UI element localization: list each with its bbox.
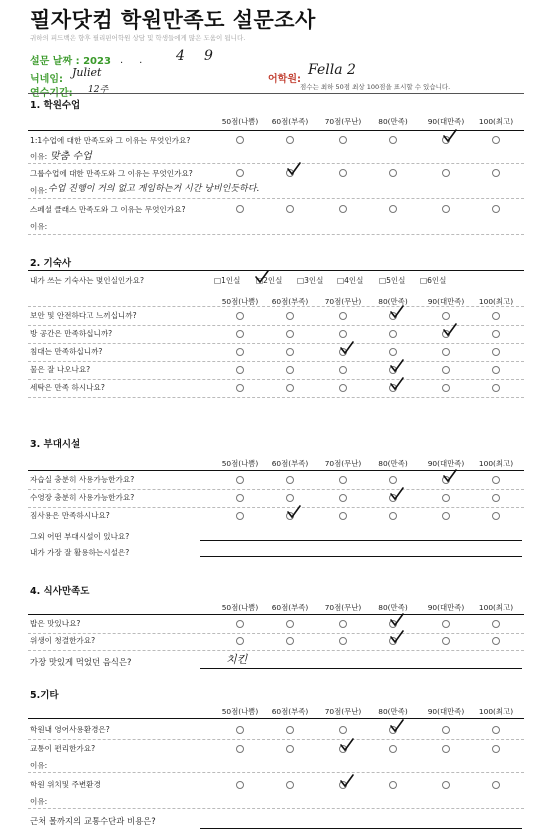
q5-1-option-2[interactable] bbox=[286, 726, 294, 734]
q2-2-option-4[interactable] bbox=[389, 330, 397, 338]
divider bbox=[28, 507, 524, 508]
section-3-title: 3. 부대시설 bbox=[30, 439, 81, 450]
survey-date-day[interactable]: 9 bbox=[204, 48, 213, 64]
q4-1-option-3[interactable] bbox=[339, 620, 347, 628]
scale-label-s4-4: 80(만족) bbox=[378, 603, 408, 612]
scale-label-s5-4: 80(만족) bbox=[378, 707, 408, 716]
q1-1-text: 1:1수업에 대한 만족도와 그 이유는 무엇인가요? bbox=[30, 136, 191, 145]
q2-1-option-1[interactable] bbox=[236, 312, 244, 320]
q5-3-option-1[interactable] bbox=[236, 781, 244, 789]
divider bbox=[28, 739, 524, 740]
q4-2-text: 위생이 청결한가요? bbox=[30, 636, 96, 645]
section-5-rule bbox=[28, 718, 524, 719]
checkbox-icon[interactable]: □ bbox=[379, 276, 387, 285]
q1-2-checkmark bbox=[287, 162, 301, 176]
q5-2-option-4[interactable] bbox=[389, 745, 397, 753]
scale-label-s3-5: 90(대만족) bbox=[427, 459, 465, 468]
q5-3-text: 학원 위치및 주변환경 bbox=[30, 780, 101, 789]
q1-1-checkmark bbox=[443, 129, 457, 143]
scale-label-s2-5: 90(대만족) bbox=[427, 297, 465, 306]
scale-label-s3-6: 100(최고) bbox=[478, 459, 514, 468]
q5-1-option-1[interactable] bbox=[236, 726, 244, 734]
study-period-value[interactable]: 12주 bbox=[88, 85, 109, 95]
checkbox-icon[interactable]: □ bbox=[337, 276, 345, 285]
q1-3-option-3[interactable] bbox=[339, 205, 347, 213]
scale-label-s5-2: 60점(부족) bbox=[271, 707, 309, 716]
room-option-4[interactable] bbox=[337, 275, 363, 286]
q2-3-option-2[interactable] bbox=[286, 348, 294, 356]
q5-2-reason-label: 이유: bbox=[30, 761, 48, 770]
q2-1-option-3[interactable] bbox=[339, 312, 347, 320]
q1-2-option-4[interactable] bbox=[389, 169, 397, 177]
q2-1-checkmark bbox=[390, 305, 404, 319]
q2-5-option-6[interactable] bbox=[492, 384, 500, 392]
scale-label-s5-3: 70점(무난) bbox=[324, 707, 362, 716]
section-5-title: 5.기타 bbox=[30, 690, 59, 701]
q2-1-option-6[interactable] bbox=[492, 312, 500, 320]
checkbox-icon[interactable]: □ bbox=[420, 276, 428, 285]
other-facilities-question: 그외 어떤 부대시설이 있나요? bbox=[30, 532, 130, 541]
page-title: 필자닷컴 학원만족도 설문조사 bbox=[30, 8, 316, 32]
scale-label-s5-1: 50점(나쁨) bbox=[221, 707, 259, 716]
q1-3-option-4[interactable] bbox=[389, 205, 397, 213]
q1-1-option-6[interactable] bbox=[492, 136, 500, 144]
room-option-1[interactable] bbox=[214, 275, 240, 286]
q2-3-checkmark bbox=[340, 341, 354, 355]
room-option-checkmark bbox=[255, 270, 269, 284]
q1-2-option-1[interactable] bbox=[236, 169, 244, 177]
scale-label-s1-5: 90(대만족) bbox=[427, 117, 465, 126]
q5-2-option-2[interactable] bbox=[286, 745, 294, 753]
q1-3-option-2[interactable] bbox=[286, 205, 294, 213]
q3-3-option-5[interactable] bbox=[442, 512, 450, 520]
q3-2-option-1[interactable] bbox=[236, 494, 244, 502]
q2-4-option-5[interactable] bbox=[442, 366, 450, 374]
academy-label: 어학원: bbox=[268, 74, 301, 85]
scale-label-s1-4: 80(만족) bbox=[378, 117, 408, 126]
scale-label-s2-6: 100(최고) bbox=[478, 297, 514, 306]
section-2-rule bbox=[28, 270, 524, 271]
header-divider bbox=[28, 93, 524, 94]
study-period-label: 연수기간: bbox=[30, 88, 73, 99]
divider bbox=[28, 163, 524, 164]
q1-1-option-1[interactable] bbox=[236, 136, 244, 144]
room-option-label: 4인실 bbox=[344, 276, 364, 285]
favorite-food-answer-line[interactable] bbox=[200, 668, 522, 669]
mall-transport-question: 근처 몰까지의 교통수단과 비용은? bbox=[30, 816, 156, 826]
scale-label-s3-2: 60점(부족) bbox=[271, 459, 309, 468]
room-option-label: 3인실 bbox=[304, 276, 324, 285]
q4-1-option-1[interactable] bbox=[236, 620, 244, 628]
scale-label-s2-2: 60점(부족) bbox=[271, 297, 309, 306]
q3-2-checkmark bbox=[390, 487, 404, 501]
q2-1-option-2[interactable] bbox=[286, 312, 294, 320]
scale-label-s4-2: 60점(부족) bbox=[271, 603, 309, 612]
room-option-label: 5인실 bbox=[386, 276, 406, 285]
scale-label-s2-3: 70점(무난) bbox=[324, 297, 362, 306]
q1-3-option-5[interactable] bbox=[442, 205, 450, 213]
divider bbox=[28, 379, 524, 380]
room-option-label: 6인실 bbox=[427, 276, 447, 285]
q1-3-text: 스페셜 클래스 만족도와 그 이유는 무엇인가요? bbox=[30, 205, 186, 214]
q3-2-option-6[interactable] bbox=[492, 494, 500, 502]
scale-label-s2-4: 80(만족) bbox=[378, 297, 408, 306]
scale-label-s1-1: 50점(나쁨) bbox=[221, 117, 259, 126]
q2-4-checkmark bbox=[390, 359, 404, 373]
q2-4-text: 물은 잘 나오나요? bbox=[30, 365, 91, 374]
scale-label-s4-5: 90(대만족) bbox=[427, 603, 465, 612]
q2-5-checkmark bbox=[390, 377, 404, 391]
checkbox-icon[interactable]: □ bbox=[256, 276, 264, 285]
q3-3-checkmark bbox=[287, 505, 301, 519]
most-used-facility-question: 내가 가장 잘 활용하는시설은? bbox=[30, 548, 130, 557]
q3-3-option-1[interactable] bbox=[236, 512, 244, 520]
q4-2-option-6[interactable] bbox=[492, 637, 500, 645]
q3-1-option-2[interactable] bbox=[286, 476, 294, 484]
q1-2-option-5[interactable] bbox=[442, 169, 450, 177]
q2-3-option-1[interactable] bbox=[236, 348, 244, 356]
scale-label-s3-3: 70점(무난) bbox=[324, 459, 362, 468]
q4-1-checkmark bbox=[390, 613, 404, 627]
q3-1-option-1[interactable] bbox=[236, 476, 244, 484]
q2-5-text: 세탁은 만족 하시나요? bbox=[30, 383, 105, 392]
q5-2-option-6[interactable] bbox=[492, 745, 500, 753]
q2-4-option-1[interactable] bbox=[236, 366, 244, 374]
q3-3-option-4[interactable] bbox=[389, 512, 397, 520]
room-option-label: 2인실 bbox=[263, 276, 283, 285]
divider bbox=[28, 489, 524, 490]
q2-1-option-5[interactable] bbox=[442, 312, 450, 320]
q2-2-option-3[interactable] bbox=[339, 330, 347, 338]
divider bbox=[28, 397, 524, 398]
q2-3-text: 침대는 만족하십니까? bbox=[30, 347, 103, 356]
academy-value[interactable]: Fella 2 bbox=[308, 62, 356, 78]
q4-2-checkmark bbox=[390, 630, 404, 644]
q5-3-checkmark bbox=[340, 774, 354, 788]
q1-1-reason-label: 이유: bbox=[30, 152, 48, 161]
q2-1-text: 보안 및 안전하다고 느끼십니까? bbox=[30, 311, 137, 320]
checkbox-icon[interactable]: □ bbox=[297, 276, 305, 285]
divider bbox=[28, 650, 524, 651]
favorite-food-answer[interactable]: 치킨 bbox=[226, 653, 248, 666]
q2-2-option-2[interactable] bbox=[286, 330, 294, 338]
nickname-value[interactable]: Juliet bbox=[72, 66, 102, 79]
scale-label-s4-1: 50점(나쁨) bbox=[221, 603, 259, 612]
checkbox-icon[interactable]: □ bbox=[214, 276, 222, 285]
q2-5-option-5[interactable] bbox=[442, 384, 450, 392]
q2-4-option-6[interactable] bbox=[492, 366, 500, 374]
q5-3-option-4[interactable] bbox=[389, 781, 397, 789]
divider bbox=[28, 306, 524, 307]
other-facilities-answer-line[interactable] bbox=[200, 540, 522, 541]
date-dots: . . bbox=[120, 55, 143, 66]
room-option-label: 1인실 bbox=[221, 276, 241, 285]
q3-3-option-6[interactable] bbox=[492, 512, 500, 520]
q2-5-option-1[interactable] bbox=[236, 384, 244, 392]
q2-4-option-2[interactable] bbox=[286, 366, 294, 374]
q3-1-option-6[interactable] bbox=[492, 476, 500, 484]
room-option-3[interactable] bbox=[297, 275, 323, 286]
q1-3-reason-label: 이유: bbox=[30, 222, 48, 231]
q2-4-option-3[interactable] bbox=[339, 366, 347, 374]
q3-1-text: 자습실 충분히 사용가능한가요? bbox=[30, 475, 135, 484]
q5-2-checkmark bbox=[340, 738, 354, 752]
q1-2-option-3[interactable] bbox=[339, 169, 347, 177]
scale-label-s3-4: 80(만족) bbox=[378, 459, 408, 468]
nickname-label: 닉네임: bbox=[30, 74, 63, 85]
q3-1-checkmark bbox=[443, 469, 457, 483]
survey-date-label: 설문 날짜 : 2023 bbox=[30, 56, 111, 67]
section-4-title: 4. 식사만족도 bbox=[30, 586, 90, 597]
section-1-title: 1. 학원수업 bbox=[30, 100, 81, 111]
q1-2-option-6[interactable] bbox=[492, 169, 500, 177]
q5-1-option-3[interactable] bbox=[339, 726, 347, 734]
q3-2-text: 수영장 충분히 사용가능한가요? bbox=[30, 493, 135, 502]
q3-2-option-2[interactable] bbox=[286, 494, 294, 502]
scale-label-s4-3: 70점(무난) bbox=[324, 603, 362, 612]
q3-1-option-4[interactable] bbox=[389, 476, 397, 484]
q5-1-text: 학원내 영어사용환경은? bbox=[30, 725, 110, 734]
q5-2-option-5[interactable] bbox=[442, 745, 450, 753]
room-type-question: 내가 쓰는 기숙사는 몇인실인가요? bbox=[30, 276, 144, 285]
q1-3-option-6[interactable] bbox=[492, 205, 500, 213]
q5-3-option-5[interactable] bbox=[442, 781, 450, 789]
q1-1-option-3[interactable] bbox=[339, 136, 347, 144]
scale-label-s1-6: 100(최고) bbox=[478, 117, 514, 126]
page-subtitle: 귀하의 피드백은 향후 필리핀어학원 상담 및 학생들에게 많은 도움이 됩니다. bbox=[30, 34, 246, 42]
q2-2-option-1[interactable] bbox=[236, 330, 244, 338]
scale-label-s5-5: 90(대만족) bbox=[427, 707, 465, 716]
q2-5-option-3[interactable] bbox=[339, 384, 347, 392]
q1-3-option-1[interactable] bbox=[236, 205, 244, 213]
q2-3-option-4[interactable] bbox=[389, 348, 397, 356]
q5-1-option-5[interactable] bbox=[442, 726, 450, 734]
survey-date-month[interactable]: 4 bbox=[176, 48, 185, 64]
mall-transport-answer-line[interactable] bbox=[200, 828, 522, 829]
scale-label-s2-1: 50점(나쁨) bbox=[221, 297, 259, 306]
score-note: 점수는 최하 50점 최상 100점을 표시할 수 있습니다. bbox=[300, 83, 451, 91]
q5-2-option-1[interactable] bbox=[236, 745, 244, 753]
q4-2-option-3[interactable] bbox=[339, 637, 347, 645]
q3-2-option-3[interactable] bbox=[339, 494, 347, 502]
q1-2-text: 그룹수업에 대한 만족도와 그 이유는 무엇인가요? bbox=[30, 169, 193, 178]
scale-label-s5-6: 100(최고) bbox=[478, 707, 514, 716]
q4-2-option-5[interactable] bbox=[442, 637, 450, 645]
q1-2-reason[interactable]: 수업 진행이 거의 없고 게임하는거 시간 낭비인듯하다. bbox=[48, 184, 260, 194]
scale-label-s1-3: 70점(무난) bbox=[324, 117, 362, 126]
q4-1-option-6[interactable] bbox=[492, 620, 500, 628]
section-4-rule bbox=[28, 614, 524, 615]
divider bbox=[28, 633, 524, 634]
q3-3-text: 짐사용은 만족하시나요? bbox=[30, 511, 110, 520]
divider bbox=[28, 808, 524, 809]
q4-1-text: 밥은 맛있나요? bbox=[30, 619, 81, 628]
scale-label-s1-2: 60점(부족) bbox=[271, 117, 309, 126]
q2-2-option-6[interactable] bbox=[492, 330, 500, 338]
divider bbox=[28, 198, 524, 199]
room-option-5[interactable] bbox=[379, 275, 405, 286]
q5-3-reason-label: 이유: bbox=[30, 797, 48, 806]
q2-3-option-5[interactable] bbox=[442, 348, 450, 356]
favorite-food-question: 가장 맛있게 먹었던 음식은? bbox=[30, 657, 132, 667]
scale-label-s4-6: 100(최고) bbox=[478, 603, 514, 612]
q3-2-option-5[interactable] bbox=[442, 494, 450, 502]
q1-1-reason[interactable]: 맞춤 수업 bbox=[50, 151, 92, 162]
most-used-facility-answer-line[interactable] bbox=[200, 556, 522, 557]
q4-1-option-5[interactable] bbox=[442, 620, 450, 628]
divider bbox=[28, 234, 524, 235]
divider bbox=[28, 361, 524, 362]
room-option-6[interactable] bbox=[420, 275, 446, 286]
q2-5-option-2[interactable] bbox=[286, 384, 294, 392]
q1-1-option-4[interactable] bbox=[389, 136, 397, 144]
q4-2-option-1[interactable] bbox=[236, 637, 244, 645]
q5-3-option-2[interactable] bbox=[286, 781, 294, 789]
scale-label-s3-1: 50점(나쁨) bbox=[221, 459, 259, 468]
q5-3-option-6[interactable] bbox=[492, 781, 500, 789]
q4-1-option-2[interactable] bbox=[286, 620, 294, 628]
divider bbox=[28, 343, 524, 344]
q1-2-reason-label: 이유: bbox=[30, 186, 48, 195]
q5-1-option-6[interactable] bbox=[492, 726, 500, 734]
q5-2-text: 교통이 편리한가요? bbox=[30, 744, 96, 753]
q3-1-option-3[interactable] bbox=[339, 476, 347, 484]
q1-1-option-2[interactable] bbox=[286, 136, 294, 144]
q2-3-option-6[interactable] bbox=[492, 348, 500, 356]
q2-2-checkmark bbox=[443, 323, 457, 337]
q5-1-checkmark bbox=[390, 719, 404, 733]
q3-3-option-3[interactable] bbox=[339, 512, 347, 520]
section-2-title: 2. 기숙사 bbox=[30, 258, 72, 269]
divider bbox=[28, 772, 524, 773]
q4-2-option-2[interactable] bbox=[286, 637, 294, 645]
q2-2-text: 방 공간은 만족하십니까? bbox=[30, 329, 113, 338]
